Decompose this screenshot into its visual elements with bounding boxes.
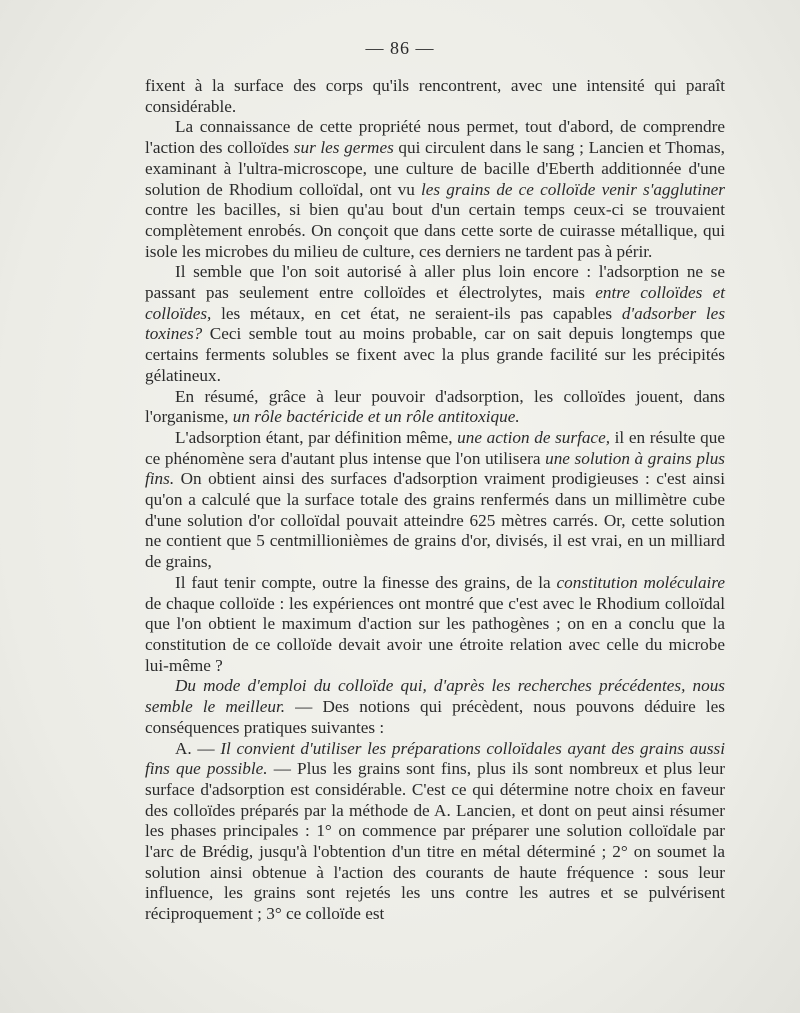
text-run: il en résulte que ce phénomène sera d'autant plus intense que l'on utilisera [145, 427, 725, 468]
italic-run: constitution moléculaire [556, 572, 725, 592]
text-run: On obtient ainsi des surfaces d'adsorption vraiment prodigieuses : c'est ainsi qu'on a calculé que la surface totale des grains renfermés dans un millimètre cube d'une solution d'or colloïdal pouvait atteindre 625 mètres carrés. Or, cette solution ne contient que 5 centmillionièmes de grains d'or, divisés, il est vrai, en un milliard de grains, [145, 469, 725, 572]
paragraph [145, 262, 725, 386]
italic-run: un rôle bactéricide et un rôle antitoxique. [232, 407, 520, 427]
text-run: qui circulent dans le sang ; Lancien et Thomas, examinant à l'ultra-microscope, une culture de bacille d'Eberth additionnée d'une solution de Rhodium colloïdal, ont vu [145, 138, 725, 199]
text-run: contre les bacilles, si bien qu'au bout d'un certain temps ceux-ci se trouvaient complètement enrobés. On conçoit que dans cette sorte de cuirasse métallique, qui isole les microbes du milieu de culture, ces derniers ne tardent pas à périr. [145, 200, 725, 261]
text-run: Il faut tenir compte, outre la finesse des grains, de la [175, 572, 557, 592]
italic-run: Il convient d'utiliser les préparations colloïdales ayant des grains aussi fins que possible. [145, 738, 725, 779]
paragraph [145, 117, 725, 262]
italic-run: d'adsorber les toxines? [145, 303, 726, 344]
text-run: Il semble que l'on soit autorisé à aller plus loin encore : l'adsorption ne se passant pas seulement entre colloïdes et électrolytes, mais [145, 262, 725, 303]
italic-run: une action de surface, [457, 427, 610, 447]
text-run: En résumé, grâce à leur pouvoir d'adsorption, les colloïdes jouent, dans l'organisme, [145, 386, 725, 427]
page-number: — 86 — [365, 38, 435, 58]
italic-run: les grains de ce colloïde venir s'agglutiner [421, 179, 725, 199]
italic-run: Du mode d'emploi du colloïde qui, d'après les recherches précédentes, nous semble le meilleur. [145, 676, 725, 717]
text-run: A. — [175, 738, 221, 758]
paragraph [145, 76, 725, 117]
paragraph [145, 573, 725, 677]
italic-run: entre colloïdes et colloïdes, [145, 283, 725, 323]
italic-run: sur les germes [293, 138, 394, 158]
text-run: — Des notions qui précèdent, nous pouvons déduire les conséquences pratiques suivantes : [145, 697, 725, 737]
text-run: L'adsorption étant, par définition même, [175, 427, 458, 447]
text-run: les métaux, en cet état, ne seraient-ils pas capables [211, 303, 622, 323]
paragraph [145, 387, 725, 428]
text-run: fixent à la surface des corps qu'ils rencontrent, avec une intensité qui paraît considérable. [145, 76, 725, 116]
paragraph [145, 676, 725, 738]
text-run: — Plus les grains sont fins, plus ils sont nombreux et plus leur surface d'adsorption est considérable. C'est ce qui détermine notre choix en faveur des colloïdes préparés par la méthode de A. Lancien, et dont on peut ainsi résumer les phases principales : 1° on commence par préparer une solution colloïdale par l'arc de Brédig, jusqu'à l'obtention d'un titre en métal déterminé ; 2° on soumet la solution ainsi obtenue à l'action des courants de haute fréquence : sous leur influence, les grains sont rejetés les uns contre les autres et se pulvérisent réciproquement ; 3° ce colloïde est [145, 759, 725, 924]
body-text [145, 76, 725, 925]
text-run: Ceci semble tout au moins probable, car on sait depuis longtemps que certains ferments solubles se fixent avec la plus grande facilité sur les précipités gélatineux. [145, 324, 725, 385]
text-run: La connaissance de cette propriété nous permet, tout d'abord, de comprendre l'action des colloïdes [145, 117, 725, 158]
paragraph [145, 428, 725, 573]
italic-run: une solution à grains plus fins. [145, 448, 725, 489]
text-run: de chaque colloïde : les expériences ont montré que c'est avec le Rhodium colloïdal que l'on obtient le maximum d'action sur les pathogènes ; on en a conclu que la constitution de ce colloïde devait avoir une étroite relation avec celle du microbe lui-même ? [145, 593, 725, 675]
paragraph [145, 739, 725, 925]
